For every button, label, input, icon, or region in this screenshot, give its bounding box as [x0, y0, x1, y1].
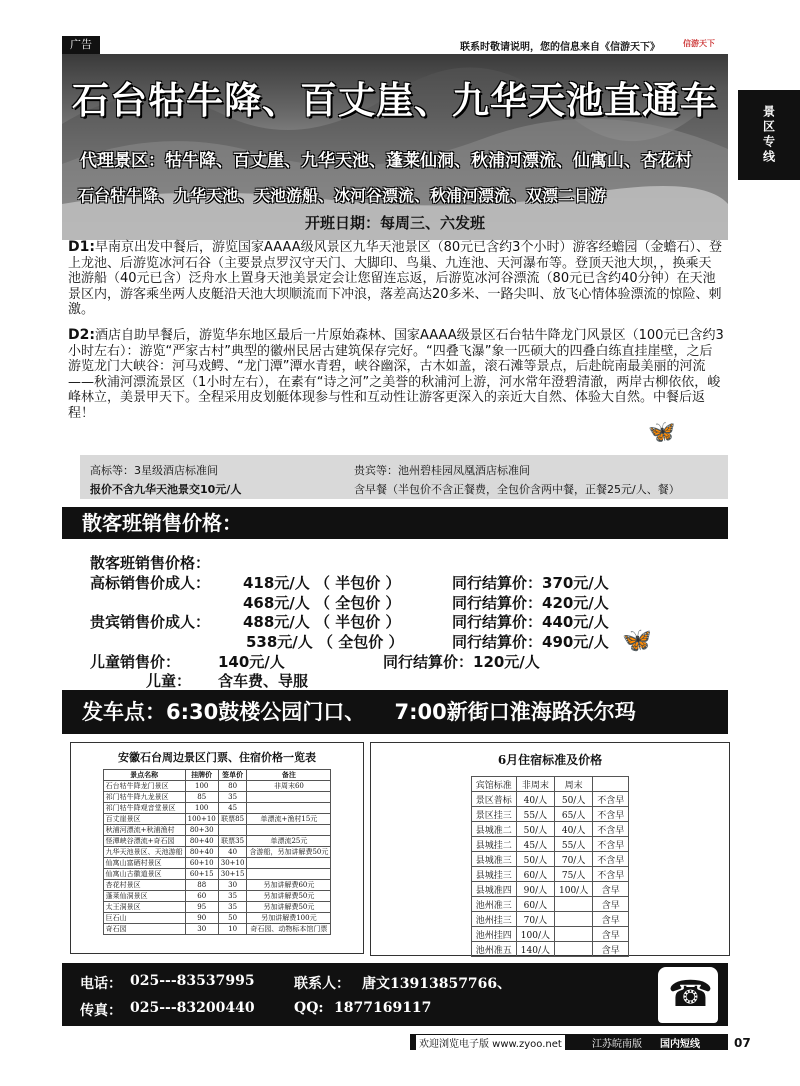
scenic-cell: 杏花村景区 [103, 880, 185, 891]
scenic-ticket-table [103, 769, 332, 935]
price-exclusion: 报价不含九华天池景交10元/人 [90, 483, 242, 496]
child-label: 儿童销售价： [90, 653, 181, 671]
scenic-header-cell: 备注 [247, 770, 331, 781]
scenic-cell: 奇石园 [103, 924, 185, 935]
lodging-cell: 45/人 [516, 837, 554, 852]
table-row [103, 902, 331, 913]
scenic-cell: 45 [218, 803, 247, 814]
lodging-price-table [471, 776, 629, 957]
scenic-cell: 联票85 [218, 814, 247, 825]
scenic-cell: 秋浦河漂流+秋浦渔村 [103, 825, 185, 836]
tel-number: 025---83537995 [130, 973, 255, 989]
lodging-cell: 县城挂三 [471, 867, 516, 882]
scenic-cell: 60+10 [185, 858, 218, 869]
scenic-cell: 88 [185, 880, 218, 891]
scenic-cell: 30+15 [218, 869, 247, 880]
lodging-cell: 不含早 [593, 837, 629, 852]
child-label-2: 儿童： [146, 672, 192, 690]
scenic-cell: 单漂流+渔村15元 [247, 814, 331, 825]
website-link: 欢迎浏览电子版 www.zyoo.net [416, 1035, 565, 1050]
lodging-price-table-box [370, 742, 730, 956]
scenic-cell: 九华天池景区、天池游船 [103, 847, 185, 858]
scenic-cell: 太王洞景区 [103, 902, 185, 913]
scenic-cell: 祁门牯牛降九龙景区 [103, 792, 185, 803]
scenic-cell: 60 [185, 891, 218, 902]
lodging-cell: 含早 [593, 912, 629, 927]
lodging-cell: 75/人 [555, 867, 593, 882]
lodging-cell: 池州挂四 [471, 927, 516, 942]
scenic-cell: 另加讲解费100元 [247, 913, 331, 924]
butterfly-icon: 🦋 [648, 420, 676, 445]
section-label: 国内短线 [660, 1039, 700, 1050]
scenic-header-cell: 景点名称 [103, 770, 185, 781]
scenic-cell: 另加讲解费50元 [247, 902, 331, 913]
lodging-cell: 不含早 [593, 807, 629, 822]
contact-person: 唐文13913857766、 [362, 976, 512, 992]
lodging-cell: 县城准三 [471, 852, 516, 867]
table-row [471, 867, 628, 882]
lodging-cell: 70/人 [555, 852, 593, 867]
lodging-cell: 含早 [593, 927, 629, 942]
child-net: 同行结算价：120元/人 [383, 653, 540, 671]
scenic-cell: 50 [218, 913, 247, 924]
scenic-cell: 怪潭峡谷漂流+奇石园 [103, 836, 185, 847]
table-row [471, 942, 628, 957]
table-row [471, 822, 628, 837]
scenic-cell: 30+10 [218, 858, 247, 869]
telephone-icon: ☎ [658, 967, 718, 1023]
lodging-cell: 100/人 [555, 882, 593, 897]
lodging-cell: 不含早 [593, 822, 629, 837]
day2-label: D2: [68, 327, 95, 343]
lodging-cell: 40/人 [516, 792, 554, 807]
scenic-cell: 另加讲解费60元 [247, 880, 331, 891]
meal-info: 含早餐（半包价不含正餐费，全包价含两中餐，正餐25元/人、餐） [354, 483, 680, 496]
tour-route: 石台牯牛降、九华天池、天池游船、冰河谷漂流、秋浦河漂流、双漂二日游 [78, 186, 607, 205]
day2-text: 酒店自助早餐后，游览华东地区最后一片原始森林、国家AAAA级景区石台牯牛降龙门风景区（100元已含约3小时左右）：游览“严家古村”典型的徽州民居古建筑保存完好。“四叠飞瀑”象一匹硕大的四叠白练直挂崖壁，之后游览龙门大峡谷：河马戏鳄、“龙门潭”潭水青碧，峡谷幽深，古木如盖，滚石滩等景点，后赴皖南最美丽的河流——秋浦河漂流景区（1小时左右），在素有“诗之河”之美誉的秋浦河上游，河水常年澄碧清澈，两岸古柳依依，峻峰林立，美景甲天下。全程采用皮划艇体现参与性和互动性让游客更深入的亲近大自然、体验大自然。中餐后返程！ [68, 328, 724, 421]
table-row [471, 882, 628, 897]
scenic-cell: 100 [185, 803, 218, 814]
scenic-cell: 石台牯牛降龙门景区 [103, 781, 185, 792]
lodging-cell: 50/人 [555, 792, 593, 807]
lodging-cell: 40/人 [555, 822, 593, 837]
lodging-cell: 池州准五 [471, 942, 516, 957]
hotel-info-box [80, 455, 728, 499]
lodging-cell: 不含早 [593, 867, 629, 882]
lodging-cell [555, 927, 593, 942]
scenic-cell: 奇石园、动物标本馆门票 [247, 924, 331, 935]
lodging-cell: 县城准四 [471, 882, 516, 897]
vip-half-price: 488元/人 （ 半包价 ） [243, 613, 401, 631]
scenic-cell: 35 [218, 891, 247, 902]
scenic-cell: 90 [185, 913, 218, 924]
itinerary-day2 [68, 328, 724, 421]
table-row [103, 869, 331, 880]
table-row [471, 897, 628, 912]
lodging-header-cell: 周末 [555, 777, 593, 792]
std-half-net: 同行结算价：370元/人 [452, 574, 609, 592]
table-row [103, 825, 331, 836]
table-row [103, 803, 331, 814]
fax-number: 025---83200440 [130, 1000, 255, 1016]
scenic-cell: 联票35 [218, 836, 247, 847]
scenic-cell: 巨石山 [103, 913, 185, 924]
scenic-cell: 百丈崖景区 [103, 814, 185, 825]
page-title: 石台牯牛降、百丈崖、九华天池直通车 [72, 78, 718, 122]
table-row [103, 880, 331, 891]
lodging-cell: 55/人 [516, 807, 554, 822]
lodging-cell [555, 912, 593, 927]
brand-logo: 信游天下 [683, 39, 715, 48]
lodging-cell: 含早 [593, 897, 629, 912]
scenic-cell: 祁门牯牛降观音堂景区 [103, 803, 185, 814]
scenic-cell: 30 [185, 924, 218, 935]
lodging-header-cell: 宾馆标准 [471, 777, 516, 792]
scenic-cell: 含游船，另加讲解费50元 [247, 847, 331, 858]
scenic-cell: 100+10 [185, 814, 218, 825]
lodging-cell: 县城准二 [471, 822, 516, 837]
vip-full-net: 同行结算价：490元/人 [452, 633, 609, 651]
scenic-cell: 10 [218, 924, 247, 935]
scenic-cell [247, 825, 331, 836]
table-row [471, 912, 628, 927]
table-row [471, 807, 628, 822]
departure-dates: 开班日期：每周三、六发班 [304, 214, 485, 232]
scenic-cell: 35 [218, 792, 247, 803]
scenic-cell: 80+40 [185, 836, 218, 847]
lodging-cell [555, 942, 593, 957]
lodging-cell: 65/人 [555, 807, 593, 822]
scenic-cell: 85 [185, 792, 218, 803]
scenic-cell [247, 803, 331, 814]
source-notice: 联系时敬请说明，您的信息来自《信游天下》 [460, 42, 660, 53]
departure-banner: 发车点：6:30鼓楼公园门口、 7:00新街口淮海路沃尔玛 [62, 690, 728, 734]
scenic-cell [247, 858, 331, 869]
price-banner: 散客班销售价格： [62, 507, 728, 539]
table-row [471, 792, 628, 807]
lodging-header-cell: 非周末 [516, 777, 554, 792]
scenic-cell: 100 [185, 781, 218, 792]
edition-label: 江苏皖南版 [592, 1039, 642, 1050]
lodging-table-title: 6月住宿标准及价格 [497, 753, 603, 767]
scenic-cell: 35 [218, 902, 247, 913]
scenic-cell [247, 869, 331, 880]
lodging-cell: 55/人 [555, 837, 593, 852]
table-row [103, 891, 331, 902]
scenic-cell: 仙寓山富硒村景区 [103, 858, 185, 869]
price-heading: 散客班销售价格： [90, 554, 211, 572]
table-row [103, 913, 331, 924]
lodging-cell: 50/人 [516, 852, 554, 867]
lodging-cell: 池州准三 [471, 897, 516, 912]
qq-label: QQ: [294, 1000, 324, 1016]
table-row [471, 852, 628, 867]
table-row [471, 927, 628, 942]
scenic-header-cell: 挂牌价 [185, 770, 218, 781]
lodging-cell: 140/人 [516, 942, 554, 957]
std-half-price: 418元/人 （ 半包价 ） [243, 574, 401, 592]
scenic-header-cell: 签单价 [218, 770, 247, 781]
scenic-cell: 仙寓山古徽道景区 [103, 869, 185, 880]
std-label: 高标销售价成人： [90, 574, 211, 592]
table-row [103, 781, 331, 792]
fax-label: 传真： [80, 1003, 122, 1019]
hotel-standard: 高标等：3星级酒店标准间 [90, 464, 218, 477]
table-row [103, 792, 331, 803]
butterfly-icon: 🦋 [622, 626, 652, 654]
day1-text: 早南京出发中餐后，游览国家AAAA级风景区九华天池景区（80元已含约3个小时）游客经蟾园（金蟾石）、登上龙池、后游览冰河石谷（主要景点罗汉守天门、大脚印、鸟巢、九连池、天河瀑布等。登顶天池大坝，，换乘天池游船（40元已含）泛舟水上置身天池美景定会让您留连忘返，后游览冰河谷漂流（80元已含约40分钟）在天池景区内，游客乘坐两人皮艇沿天池大坝顺流而下冲浪，落差高达20多米、一路尖叫、放飞心情体验漂流的惊险、刺激。 [68, 240, 722, 317]
page-number: 07 [734, 1036, 751, 1050]
agent-scenic-list: 代理景区：牯牛降、百丈崖、九华天池、蓬莱仙洞、秋浦河漂流、仙寓山、杏花村 [80, 151, 692, 171]
scenic-cell: 95 [185, 902, 218, 913]
contact-bar [62, 963, 728, 1026]
scenic-cell: 蓬莱仙洞景区 [103, 891, 185, 902]
scenic-table-title: 安徽石台周边景区门票、住宿价格一览表 [118, 751, 316, 764]
contact-person-label: 联系人： [294, 976, 350, 992]
lodging-cell: 90/人 [516, 882, 554, 897]
scenic-cell: 30 [218, 880, 247, 891]
scenic-ticket-table-box [70, 742, 364, 954]
lodging-cell: 景区普标 [471, 792, 516, 807]
vip-half-net: 同行结算价：440元/人 [452, 613, 609, 631]
scenic-cell: 40 [218, 847, 247, 858]
scenic-cell: 单漂流25元 [247, 836, 331, 847]
scenic-cell: 80 [218, 781, 247, 792]
lodging-cell: 100/人 [516, 927, 554, 942]
scenic-cell [247, 792, 331, 803]
scenic-cell: 另加讲解费50元 [247, 891, 331, 902]
vip-label: 贵宾销售价成人： [90, 613, 211, 631]
lodging-cell: 不含早 [593, 852, 629, 867]
lodging-cell [555, 897, 593, 912]
scenic-cell [218, 825, 247, 836]
lodging-cell: 70/人 [516, 912, 554, 927]
std-full-price: 468元/人 （ 全包价 ） [243, 594, 401, 612]
table-row [103, 814, 331, 825]
lodging-cell: 含早 [593, 942, 629, 957]
itinerary-day1 [68, 240, 724, 318]
table-row [103, 858, 331, 869]
table-row [103, 847, 331, 858]
vip-full-price: 538元/人 （ 全包价 ） [246, 633, 404, 651]
day1-label: D1: [68, 239, 95, 255]
scenic-cell: 80+30 [185, 825, 218, 836]
scenic-cell: 80+40 [185, 847, 218, 858]
tel-label: 电话： [80, 976, 122, 992]
child-inclusion: 含车费、导服 [218, 672, 309, 690]
scenic-cell: 60+15 [185, 869, 218, 880]
table-row [103, 836, 331, 847]
lodging-cell: 60/人 [516, 867, 554, 882]
scenic-cell: 非周末60 [247, 781, 331, 792]
table-row [103, 924, 331, 935]
lodging-cell: 60/人 [516, 897, 554, 912]
table-row [471, 837, 628, 852]
std-full-net: 同行结算价：420元/人 [452, 594, 609, 612]
lodging-cell: 县城挂二 [471, 837, 516, 852]
ad-tag: 广告 [62, 36, 100, 54]
lodging-cell: 50/人 [516, 822, 554, 837]
footer-bar [410, 1034, 728, 1050]
lodging-header-cell [593, 777, 629, 792]
lodging-cell: 不含早 [593, 792, 629, 807]
lodging-cell: 含早 [593, 882, 629, 897]
child-price: 140元/人 [218, 653, 285, 671]
section-side-tab: 景区专线 [738, 90, 800, 180]
lodging-cell: 池州挂三 [471, 912, 516, 927]
lodging-cell: 景区挂三 [471, 807, 516, 822]
qq-number: 1877169117 [334, 1000, 432, 1016]
hotel-vip: 贵宾等：池州碧桂园凤凰酒店标准间 [354, 464, 530, 477]
